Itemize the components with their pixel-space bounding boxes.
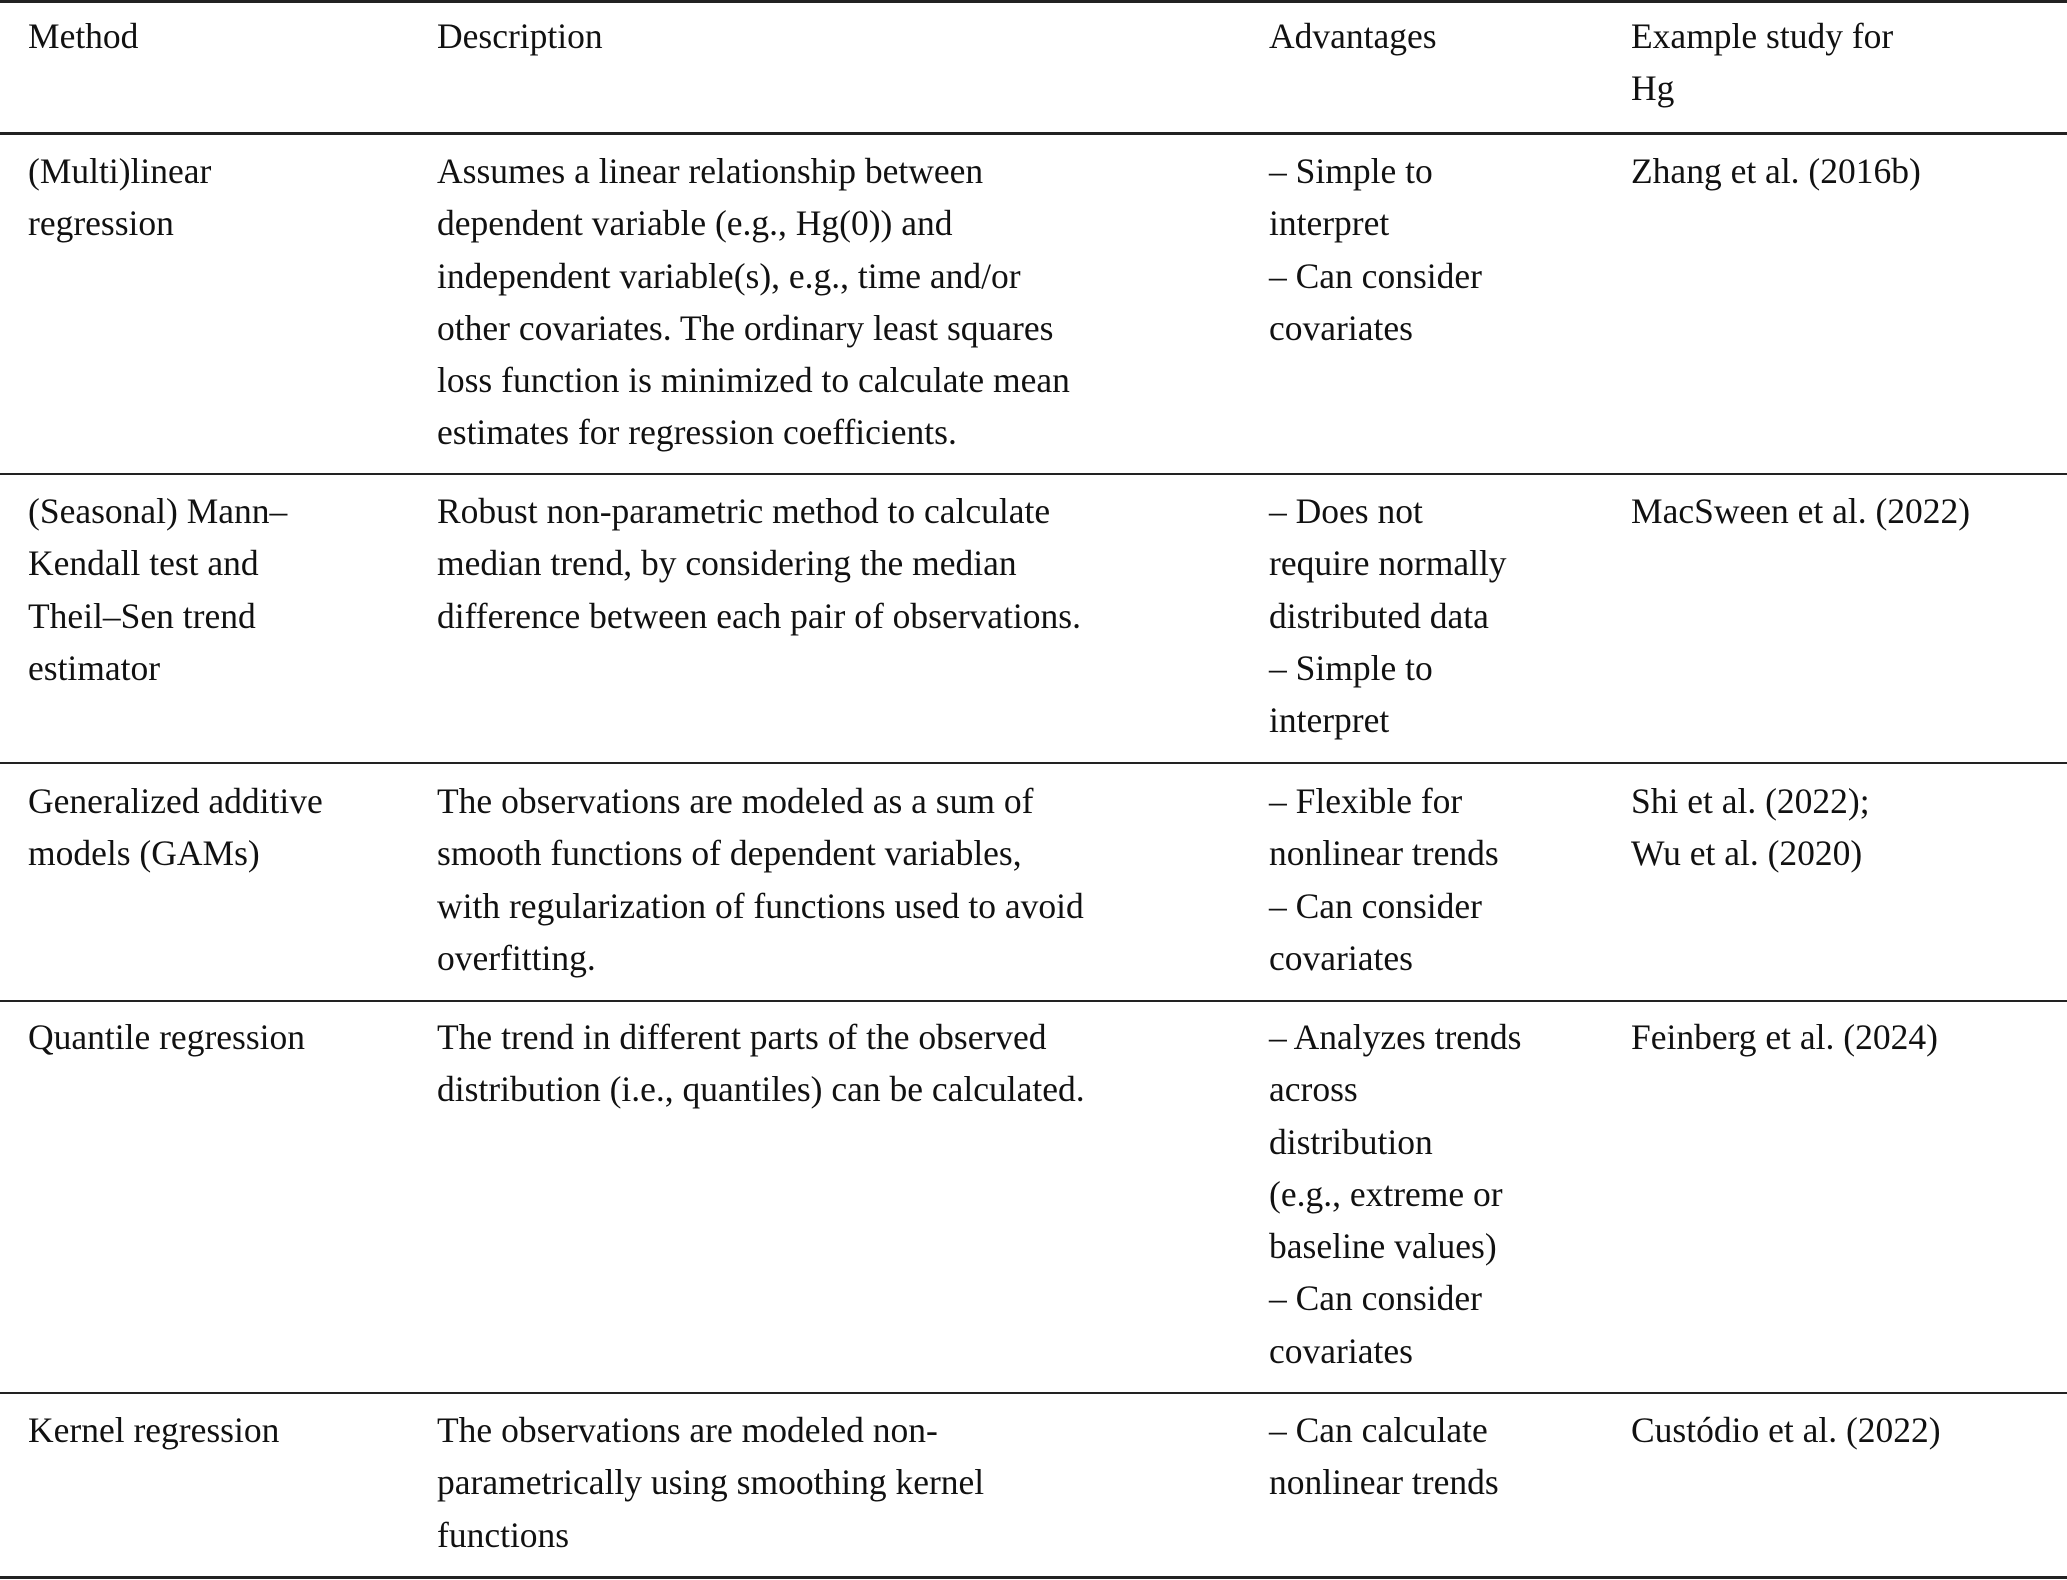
cell-method [28,775,418,880]
text-line: nonlinear trends [1269,1462,1499,1503]
text-line: – Can consider [1269,885,1482,926]
text-line: – Simple to [1269,647,1433,688]
text-line: Description [437,16,603,56]
text-line: Quantile regression [28,1017,306,1057]
text-line: Kernel regression [28,1410,280,1450]
text-line: functions [437,1514,570,1555]
header-method [28,10,418,62]
text-line: Shi et al. (2022); [1631,781,1870,821]
text-line: The trend in different parts of the observed [437,1017,1047,1057]
cell-description [437,485,1237,642]
text-line: nonlinear trends [1269,833,1499,874]
text-line: smooth functions of dependent variables, [437,833,1022,874]
text-line: – Can consider [1269,255,1482,296]
text-line: median trend, by considering the median [437,543,1017,584]
header-description [437,10,1237,62]
cell-advantages [1269,775,1619,984]
cell-example-study [1631,1404,2061,1456]
text-line: with regularization of functions used to avoid [437,885,1084,926]
text-line: Zhang et al. (2016b) [1631,151,1921,191]
text-line: difference between each pair of observations. [437,595,1081,636]
text-line: interpret [1269,700,1390,741]
text-line: interpret [1269,203,1390,244]
text-line: loss function is minimized to calculate mean [437,360,1070,401]
table-top-rule [0,0,2067,3]
text-line: Advantages [1269,16,1437,56]
text-line: parametrically using smoothing kernel [437,1462,985,1503]
cell-method [28,1404,418,1456]
header-bottom-rule [0,132,2067,135]
text-line: covariates [1269,307,1413,348]
text-line: – Flexible for [1269,781,1463,821]
text-line: Custódio et al. (2022) [1631,1410,1941,1450]
cell-description [437,775,1237,984]
text-line: other covariates. The ordinary least squares [437,307,1054,348]
cell-advantages [1269,1011,1619,1377]
text-line: Hg [1631,68,1675,109]
cell-method [28,145,418,250]
text-line: Generalized additive [28,781,323,821]
text-line: distributed data [1269,595,1489,636]
text-line: (e.g., extreme or [1269,1173,1503,1214]
text-line: – Does not [1269,491,1423,531]
cell-description [437,145,1237,459]
text-line: distribution (i.e., quantiles) can be calculated. [437,1069,1085,1110]
text-line: baseline values) [1269,1226,1497,1267]
text-line: MacSween et al. (2022) [1631,491,1971,531]
text-line: The observations are modeled non- [437,1410,938,1450]
cell-advantages [1269,485,1619,746]
text-line: – Simple to [1269,151,1433,191]
text-line: overfitting. [437,937,596,978]
text-line: covariates [1269,1330,1413,1371]
text-line: Method [28,16,139,56]
text-line: Feinberg et al. (2024) [1631,1017,1938,1057]
text-line: – Analyzes trends [1269,1017,1522,1057]
cell-description [437,1011,1237,1116]
row-divider [0,473,2067,475]
text-line: require normally [1269,543,1507,584]
cell-method [28,485,418,694]
cell-example-study [1631,485,2061,537]
text-line: estimator [28,647,161,688]
text-line: Robust non-parametric method to calculate [437,491,1051,531]
text-line: The observations are modeled as a sum of [437,781,1034,821]
cell-example-study [1631,1011,2061,1063]
text-line: distribution [1269,1121,1433,1162]
table-bottom-rule [0,1576,2067,1579]
cell-advantages [1269,145,1619,354]
text-line: Wu et al. (2020) [1631,833,1863,874]
text-line: covariates [1269,937,1413,978]
cell-advantages [1269,1404,1619,1509]
cell-example-study [1631,145,2061,197]
cell-method [28,1011,418,1063]
row-divider [0,762,2067,764]
row-divider [0,1000,2067,1002]
text-line: – Can consider [1269,1278,1482,1319]
text-line: (Multi)linear [28,151,212,191]
text-line: regression [28,203,174,244]
text-line: models (GAMs) [28,833,260,874]
text-line: – Can calculate [1269,1410,1488,1450]
text-line: estimates for regression coefficients. [437,412,957,453]
text-line: Theil–Sen trend [28,595,256,636]
text-line: independent variable(s), e.g., time and/or [437,255,1021,296]
text-line: Example study for [1631,16,1894,56]
text-line: across [1269,1069,1358,1110]
header-example-study [1631,10,2061,115]
header-advantages [1269,10,1619,62]
text-line: dependent variable (e.g., Hg(0)) and [437,203,953,244]
row-divider [0,1392,2067,1394]
text-line: Assumes a linear relationship between [437,151,984,191]
cell-description [437,1404,1237,1561]
text-line: (Seasonal) Mann– [28,491,288,531]
cell-example-study [1631,775,2061,880]
text-line: Kendall test and [28,543,259,584]
